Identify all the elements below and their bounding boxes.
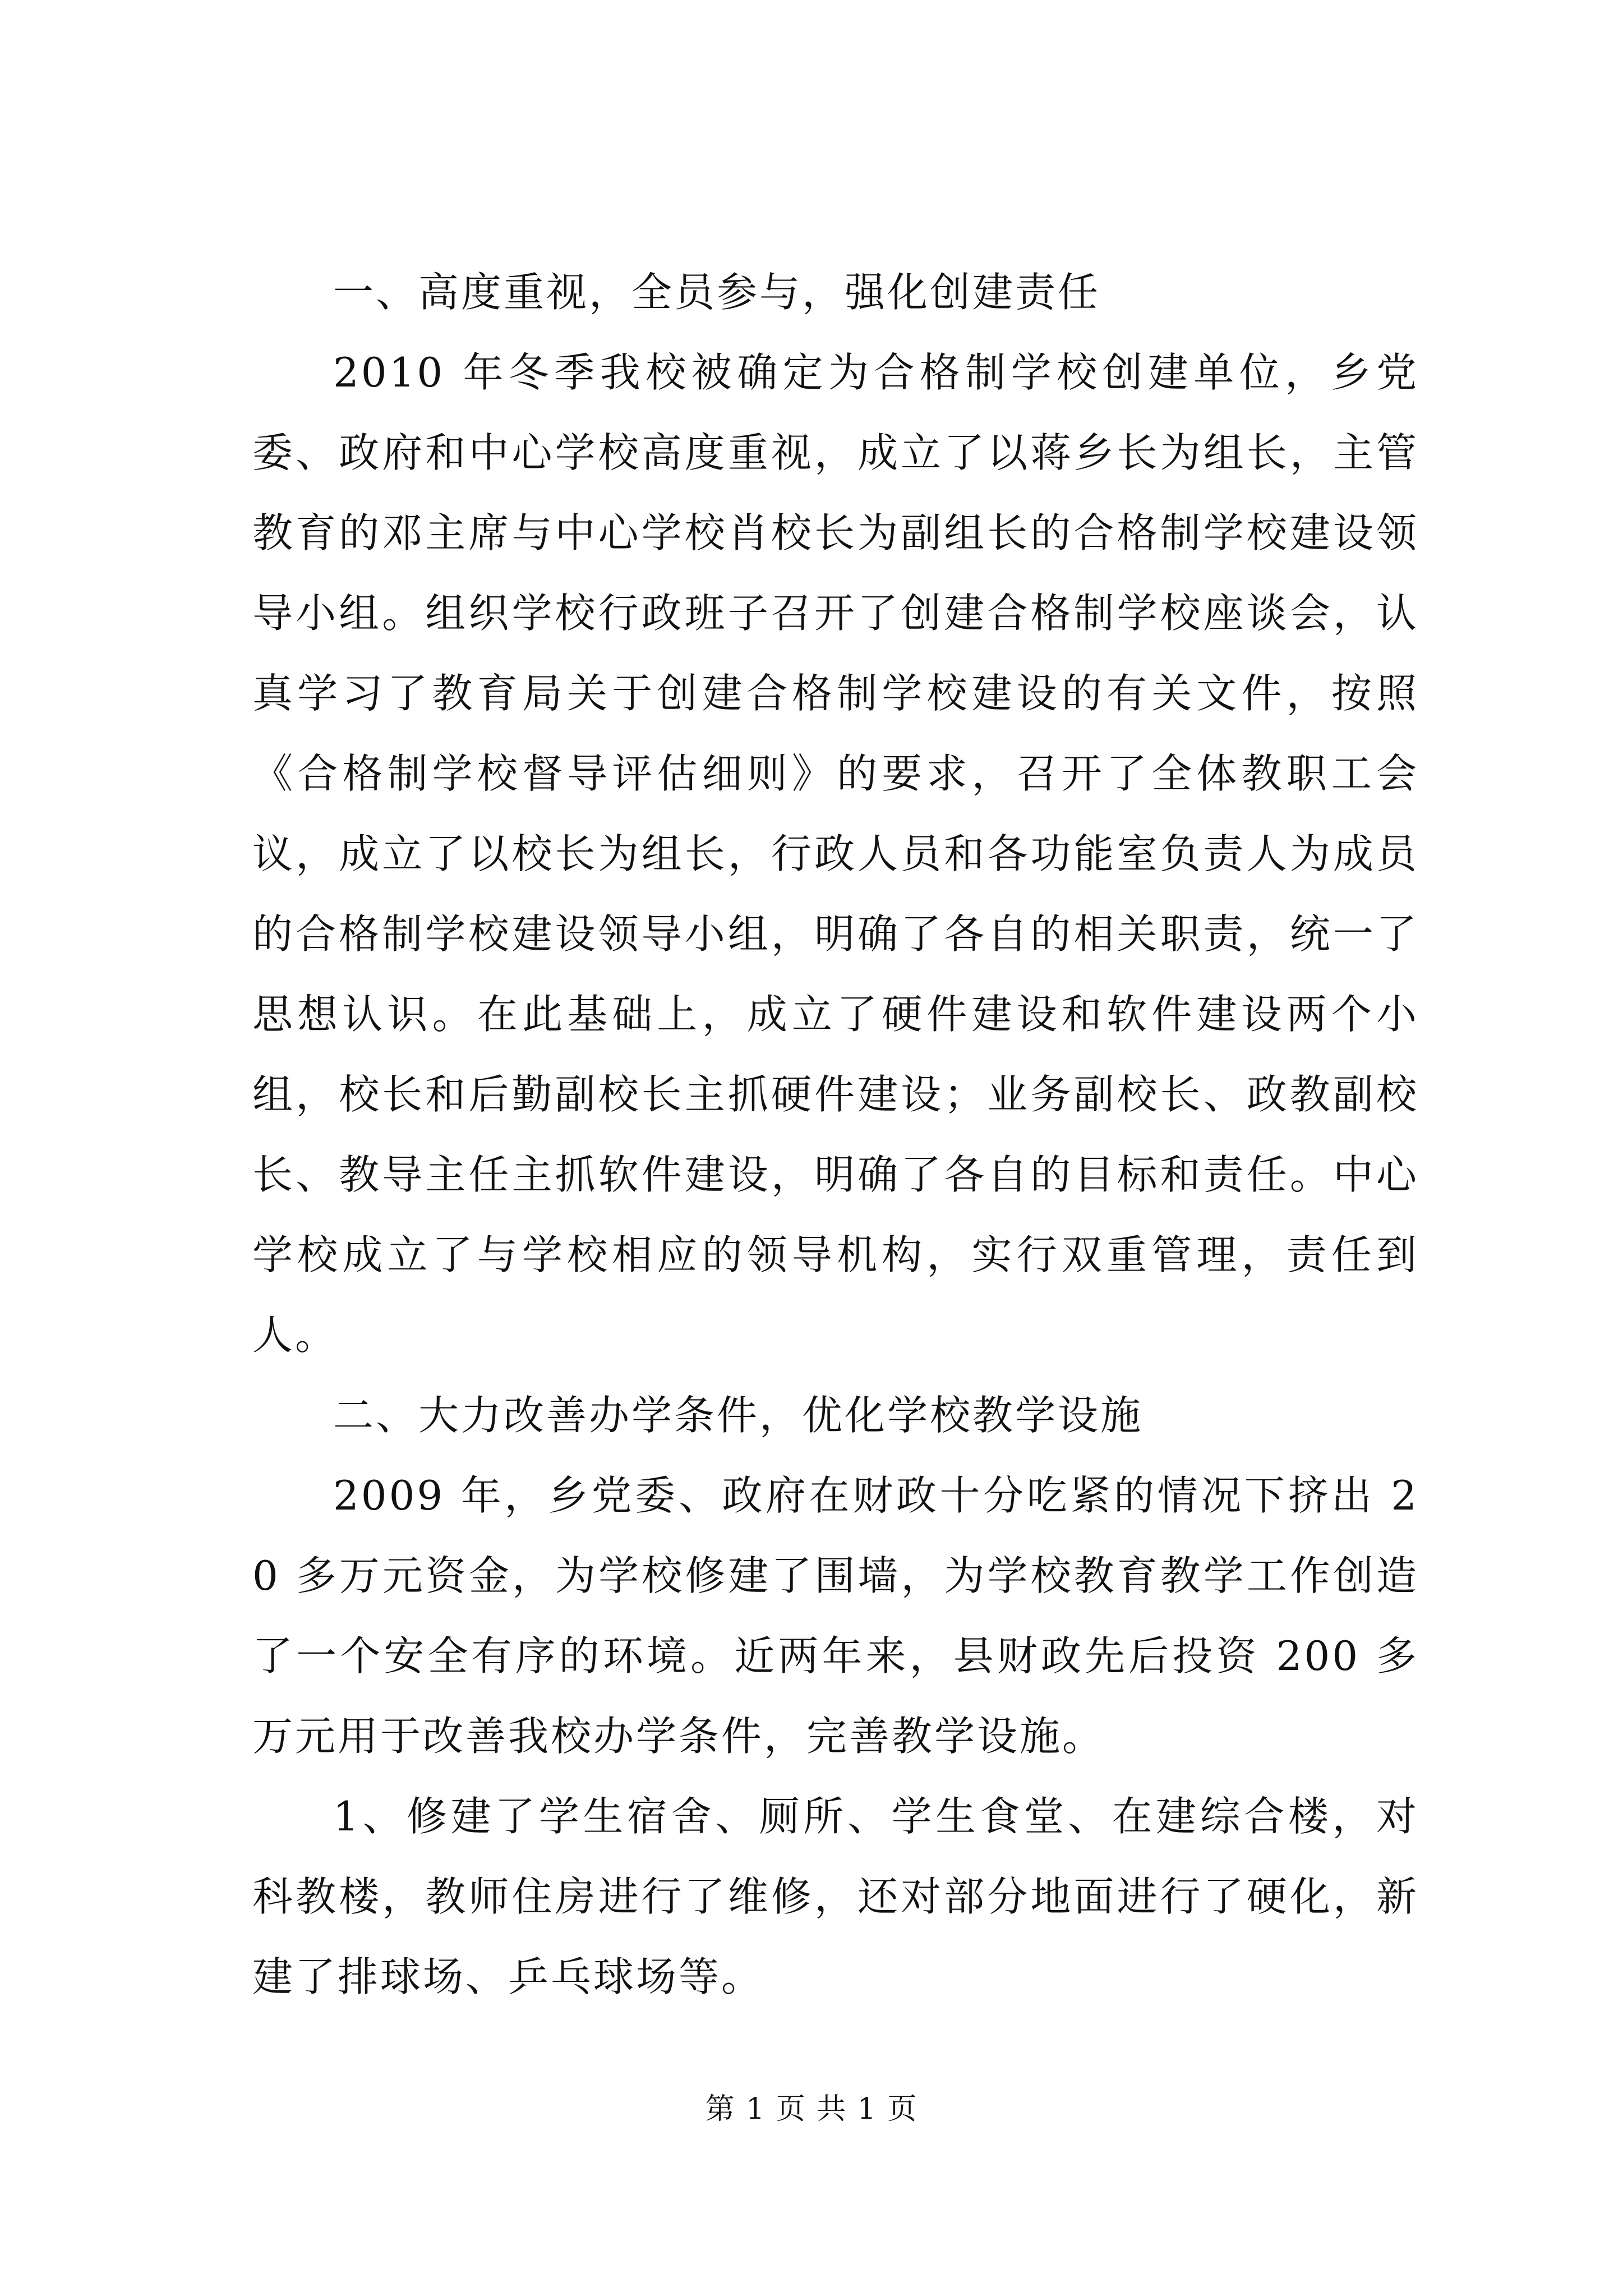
section-2-paragraph: 2009 年，乡党委、政府在财政十分吃紧的情况下挤出 20 多万元资金，为学校修建了围墙，为学校教育教学工作创造了一个安全有序的环境。近两年来，县财政先后投资 200 多万元用于改善我校办学条件，完善教学设施。 bbox=[252, 1472, 1419, 1760]
section-1-heading: 一、高度重视，全员参与，强化创建责任 bbox=[333, 269, 1101, 316]
item-1-paragraph: 1、修建了学生宿舍、厕所、学生食堂、在建综合楼，对科教楼，教师住房进行了维修，还对部分地面进行了硬化，新建了排球场、乒乓球场等。 bbox=[252, 1793, 1419, 2000]
section-2-heading: 二、大力改善办学条件，优化学校教学设施 bbox=[333, 1392, 1144, 1439]
document-body bbox=[252, 252, 1419, 2017]
section-1-paragraph: 2010 年冬季我校被确定为合格制学校创建单位，乡党委、政府和中心学校高度重视，成立了以蒋乡长为组长，主管教育的邓主席与中心学校肖校长为副组长的合格制学校建设领导小组。组织学校行政班子召开了创建合格制学校座谈会，认真学习了教育局关于创建合格制学校建设的有关文件，按照《合格制学校督导评估细则》的要求，召开了全体教职工会议，成立了以校长为组长，行政人员和各功能室负责人为成员的合格制学校建设领导小组，明确了各自的相关职责，统一了思想认识。在此基础上，成立了硬件建设和软件建设两个小组，校长和后勤副校长主抓硬件建设；业务副校长、政教副校长、教导主任主抓软件建设，明确了各自的目标和责任。中心学校成立了与学校相应的领导机构，实行双重管理，责任到人。 bbox=[252, 349, 1419, 1359]
page-number-footer: 第 1 页 共 1 页 bbox=[705, 2092, 918, 2126]
